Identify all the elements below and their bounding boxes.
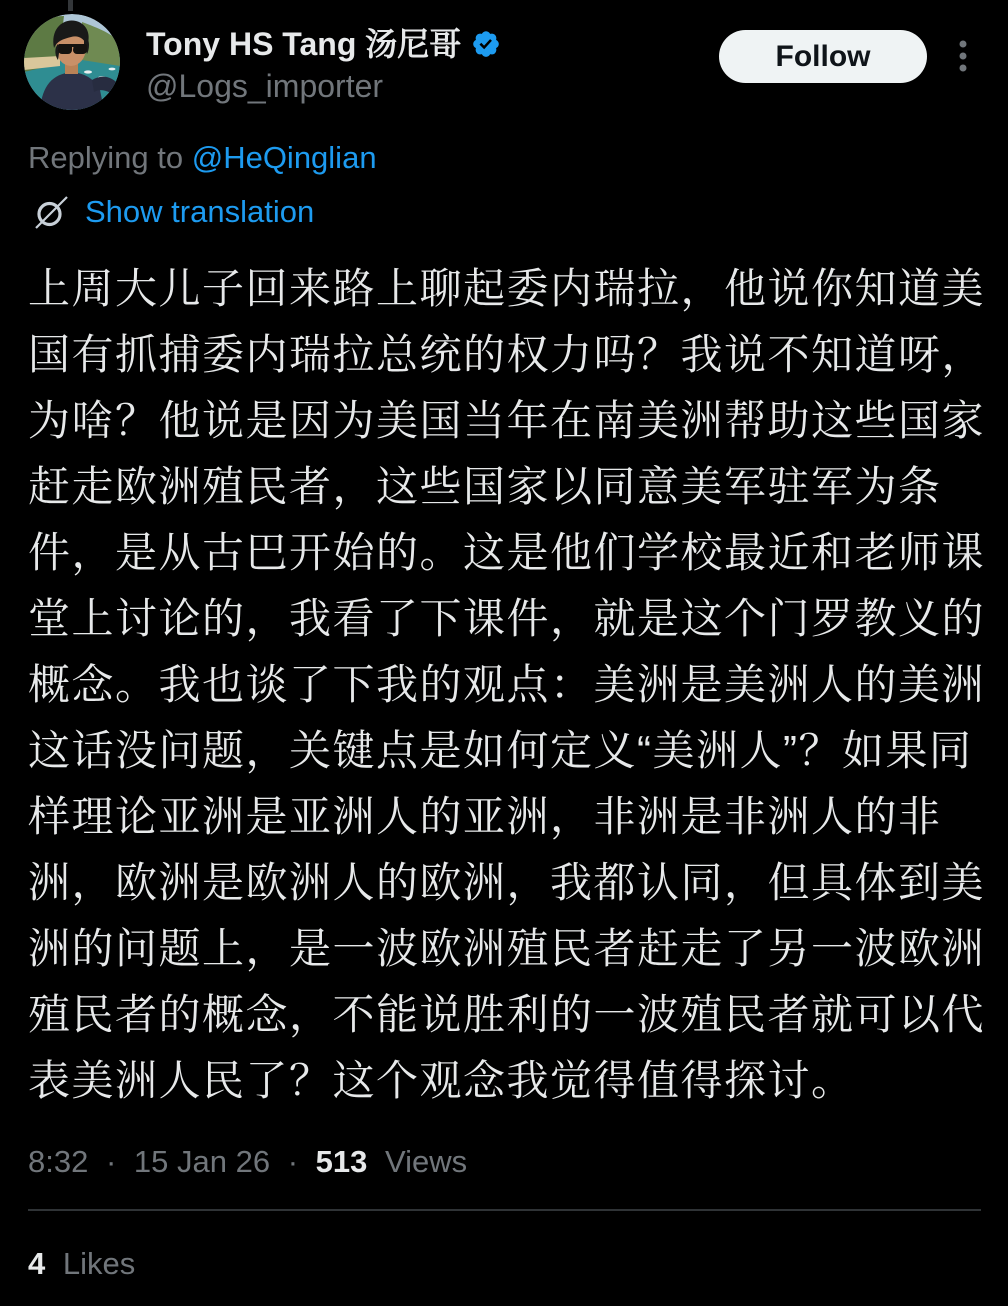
divider: [28, 1209, 981, 1211]
tweet-text-line: 殖民者的概念，不能说胜利的一波殖民者就可以代: [28, 991, 986, 1038]
views-label: Views: [385, 1144, 468, 1179]
three-dots-vertical-icon: [951, 38, 975, 74]
display-name[interactable]: Tony HS Tang 汤尼哥: [146, 26, 462, 62]
likes-count: 4: [28, 1246, 46, 1281]
tweet-text-line: 这话没问题，关键点是如何定义“美洲人”？如果同: [28, 727, 973, 774]
tweet-text-line: 样理论亚洲是亚洲人的亚洲，非洲是非洲人的非: [28, 793, 942, 840]
tweet-text-line: 为啥？他说是因为美国当年在南美洲帮助这些国家: [28, 397, 986, 444]
user-info: [146, 24, 501, 106]
thread-connector-line: [68, 0, 73, 11]
show-translation-button[interactable]: [34, 192, 314, 232]
reply-prefix: Replying to: [28, 140, 184, 175]
tweet-text-line: 表美洲人民了？这个观念我觉得值得探讨。: [28, 1057, 855, 1104]
tweet-text-line: 国有抓捕委内瑞拉总统的权力吗？我说不知道呀，: [28, 331, 986, 378]
follow-button-label: Follow: [775, 39, 871, 73]
display-name-row[interactable]: [146, 24, 501, 64]
likes-label: Likes: [62, 1246, 136, 1281]
likes-stat[interactable]: [28, 1244, 135, 1284]
meta-separator: ·: [287, 1144, 299, 1179]
tweet-text-line: 上周大儿子回来路上聊起委内瑞拉，他说你知道美: [28, 265, 986, 312]
user-handle[interactable]: @Logs_importer: [146, 68, 384, 104]
tweet-date: 15 Jan 26: [133, 1144, 271, 1179]
meta-separator: ·: [105, 1144, 117, 1179]
views-count: 513: [315, 1144, 368, 1179]
tweet-text: [28, 256, 984, 1114]
translate-slashed-circle-icon: [34, 195, 69, 230]
reply-context: [28, 138, 377, 178]
avatar-photo: [24, 14, 120, 110]
verified-badge-icon: [471, 29, 501, 59]
more-options-button[interactable]: [945, 36, 981, 76]
tweet-time: 8:32: [28, 1144, 89, 1179]
tweet-text-line: 件，是从古巴开始的。这是他们学校最近和老师课: [28, 529, 986, 576]
tweet-text-line: 赶走欧洲殖民者，这些国家以同意美军驻军为条: [28, 463, 942, 510]
follow-button[interactable]: [719, 30, 927, 83]
reply-mention-link[interactable]: @HeQinglian: [191, 140, 377, 175]
tweet-text-line: 洲，欧洲是欧洲人的欧洲，我都认同，但具体到美: [28, 859, 986, 906]
show-translation-label: Show translation: [85, 194, 315, 229]
tweet-text-line: 堂上讨论的，我看了下课件，就是这个门罗教义的: [28, 595, 986, 642]
tweet-text-line: 概念。我也谈了下我的观点：美洲是美洲人的美洲: [28, 661, 986, 708]
tweet-meta: [28, 1142, 467, 1182]
avatar[interactable]: [24, 14, 120, 110]
tweet-text-line: 洲的问题上，是一波欧洲殖民者赶走了另一波欧洲: [28, 925, 986, 972]
